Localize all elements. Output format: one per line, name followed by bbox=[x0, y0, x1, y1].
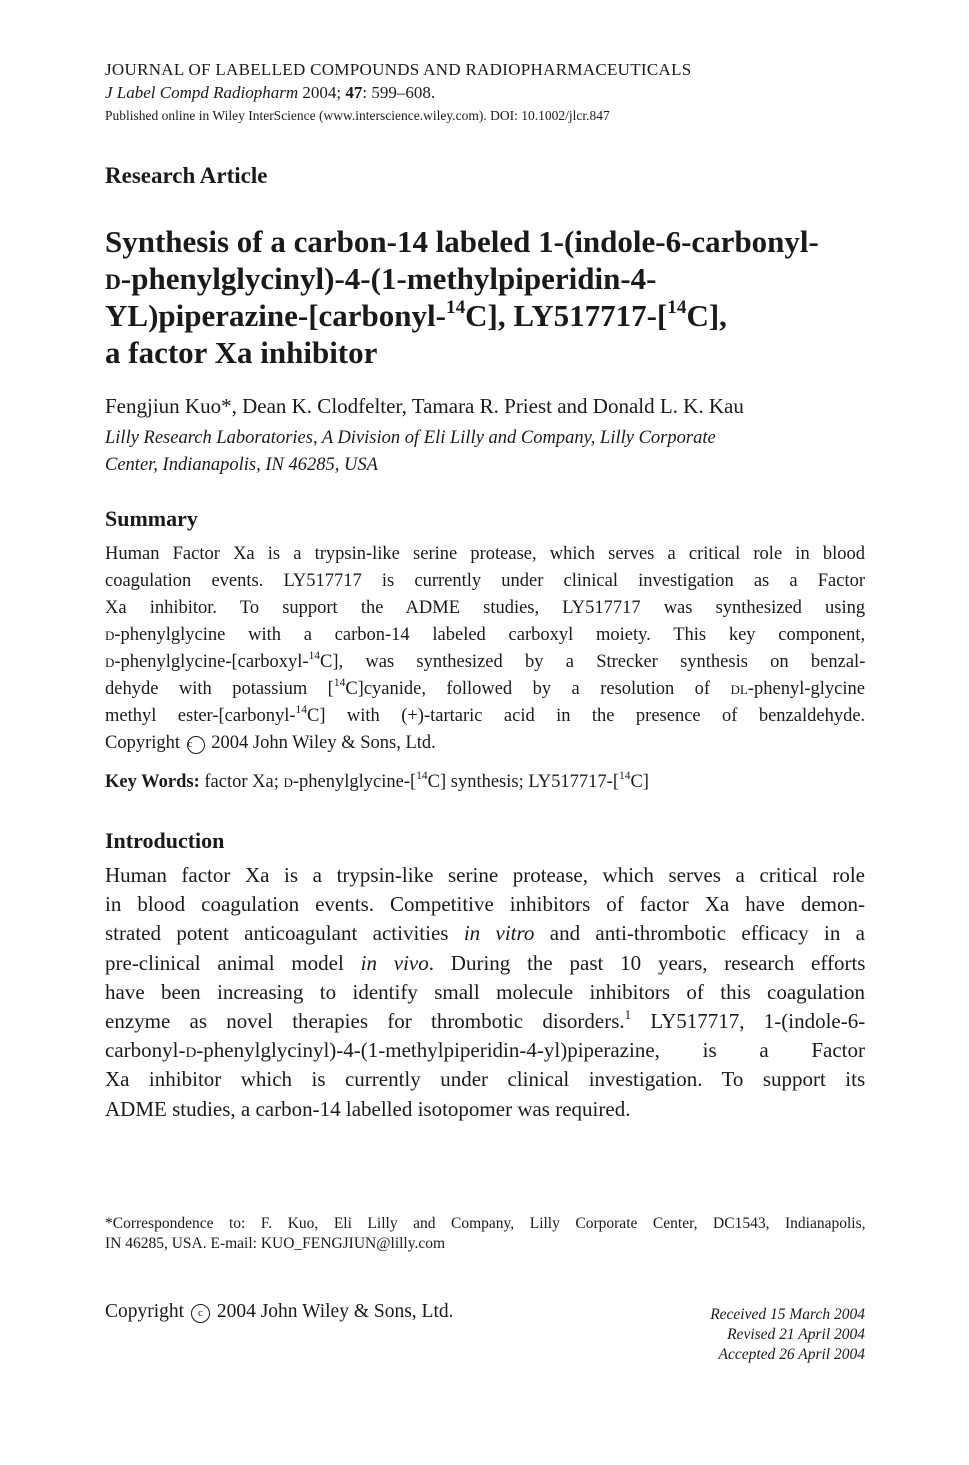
article-title bbox=[105, 223, 875, 371]
key-words: Key Words: factor Xa; d-phenylglycine-[$^{14}$C] synthesis; LY517717-[$^{14}$C] bbox=[105, 769, 649, 792]
article-dates bbox=[710, 1305, 865, 1365]
summary-paragraph: Human Factor Xa is a trypsin-like serine protease, which serves a critical role in blood coagulation events. LY517717 is currently under clinical investigation as a Factor Xa inhibitor. To support the ADME studies, LY517717 was synthesized using d-phenylglycine with a carbon-14 labeled carboxyl moiety. This key component, d-phenylglycine-[carboxyl-$^{14}$C], was synthesized by a Strecker synthesis on benzal- dehyde with potassium [$^{14}$C]cyanide, followed by a resolution of dl-phenyl-glycine methyl ester-[carbonyl-$^{14}$C] with (+)-tartaric acid in the presence of benzaldehyde. Copyright c 2004 John Wiley & Sons, Ltd. bbox=[105, 544, 866, 753]
title-line: Synthesis of a carbon-14 labeled 1-(indole-6-carbonyl- bbox=[105, 224, 819, 259]
title-line: a factor Xa inhibitor bbox=[105, 335, 378, 370]
journal-name: JOURNAL OF LABELLED COMPOUNDS AND RADIOPHARMACEUTICALS bbox=[105, 60, 692, 79]
journal-volume: 47 bbox=[345, 83, 363, 102]
reference-marker: 1 bbox=[624, 1006, 632, 1022]
publication-info: Published online in Wiley InterScience (www.interscience.wiley.com). DOI: 10.1002/jlcr.847 bbox=[105, 108, 610, 123]
journal-abbrev: J Label Compd Radiopharm bbox=[105, 83, 299, 102]
journal-citation bbox=[105, 83, 435, 103]
copyright-icon: c bbox=[187, 736, 205, 754]
journal-year: 2004; bbox=[302, 83, 342, 102]
introduction-paragraph: Human factor Xa is a trypsin-like serine protease, which serves a critical role in blood coagulation events. Competitive inhibitors of factor Xa have demon- strated potent anticoagulant activities in vitro and anti-thrombotic efficacy in a pre-clinical animal model in vivo. During the past 10 years, research efforts have been increasing to identify small molecule inhibitors of this coagulation enzyme as novel therapies for thrombotic disorders.$^1$ LY517717, 1-(indole-6- carbonyl-d-phenylglycinyl)-4-(1-methylpiperidin-4-yl)piperazine, is a Factor Xa inhibitor which is currently under clinical investigation. To support its ADME studies, a carbon-14 labelled isotopomer was required. bbox=[105, 863, 866, 1121]
affiliation: Lilly Research Laboratories, A Division of Eli Lilly and Company, Lilly Corporate Center, Indianapolis, IN 46285, USA bbox=[105, 428, 716, 475]
received-date: Received 15 March 2004 bbox=[710, 1306, 865, 1323]
article-type: Research Article bbox=[105, 163, 268, 188]
correspondence-footnote: *Correspondence to: F. Kuo, Eli Lilly and Company, Lilly Corporate Center, DC1543, Indianapolis, IN 46285, USA. E-mail: KUO_FENGJIUN@lilly.com bbox=[105, 1215, 866, 1252]
accepted-date: Accepted 26 April 2004 bbox=[718, 1346, 865, 1363]
revised-date: Revised 21 April 2004 bbox=[727, 1326, 865, 1343]
introduction-heading: Introduction bbox=[105, 828, 225, 853]
title-line: d-phenylglycinyl)-4-(1-methylpiperidin-4- bbox=[105, 261, 657, 296]
copyright-icon: c bbox=[191, 1304, 210, 1323]
title-line: YL)piperazine-[carbonyl-$^{14}$C], LY517717-[$^{14}$C], bbox=[105, 296, 727, 333]
summary-heading: Summary bbox=[105, 506, 198, 531]
copyright-notice: Copyright c 2004 John Wiley & Sons, Ltd. bbox=[105, 1301, 454, 1322]
author-list: Fengjiun Kuo*, Dean K. Clodfelter, Tamara R. Priest and Donald L. K. Kau bbox=[105, 394, 744, 418]
journal-pages: : 599–608. bbox=[362, 83, 436, 102]
